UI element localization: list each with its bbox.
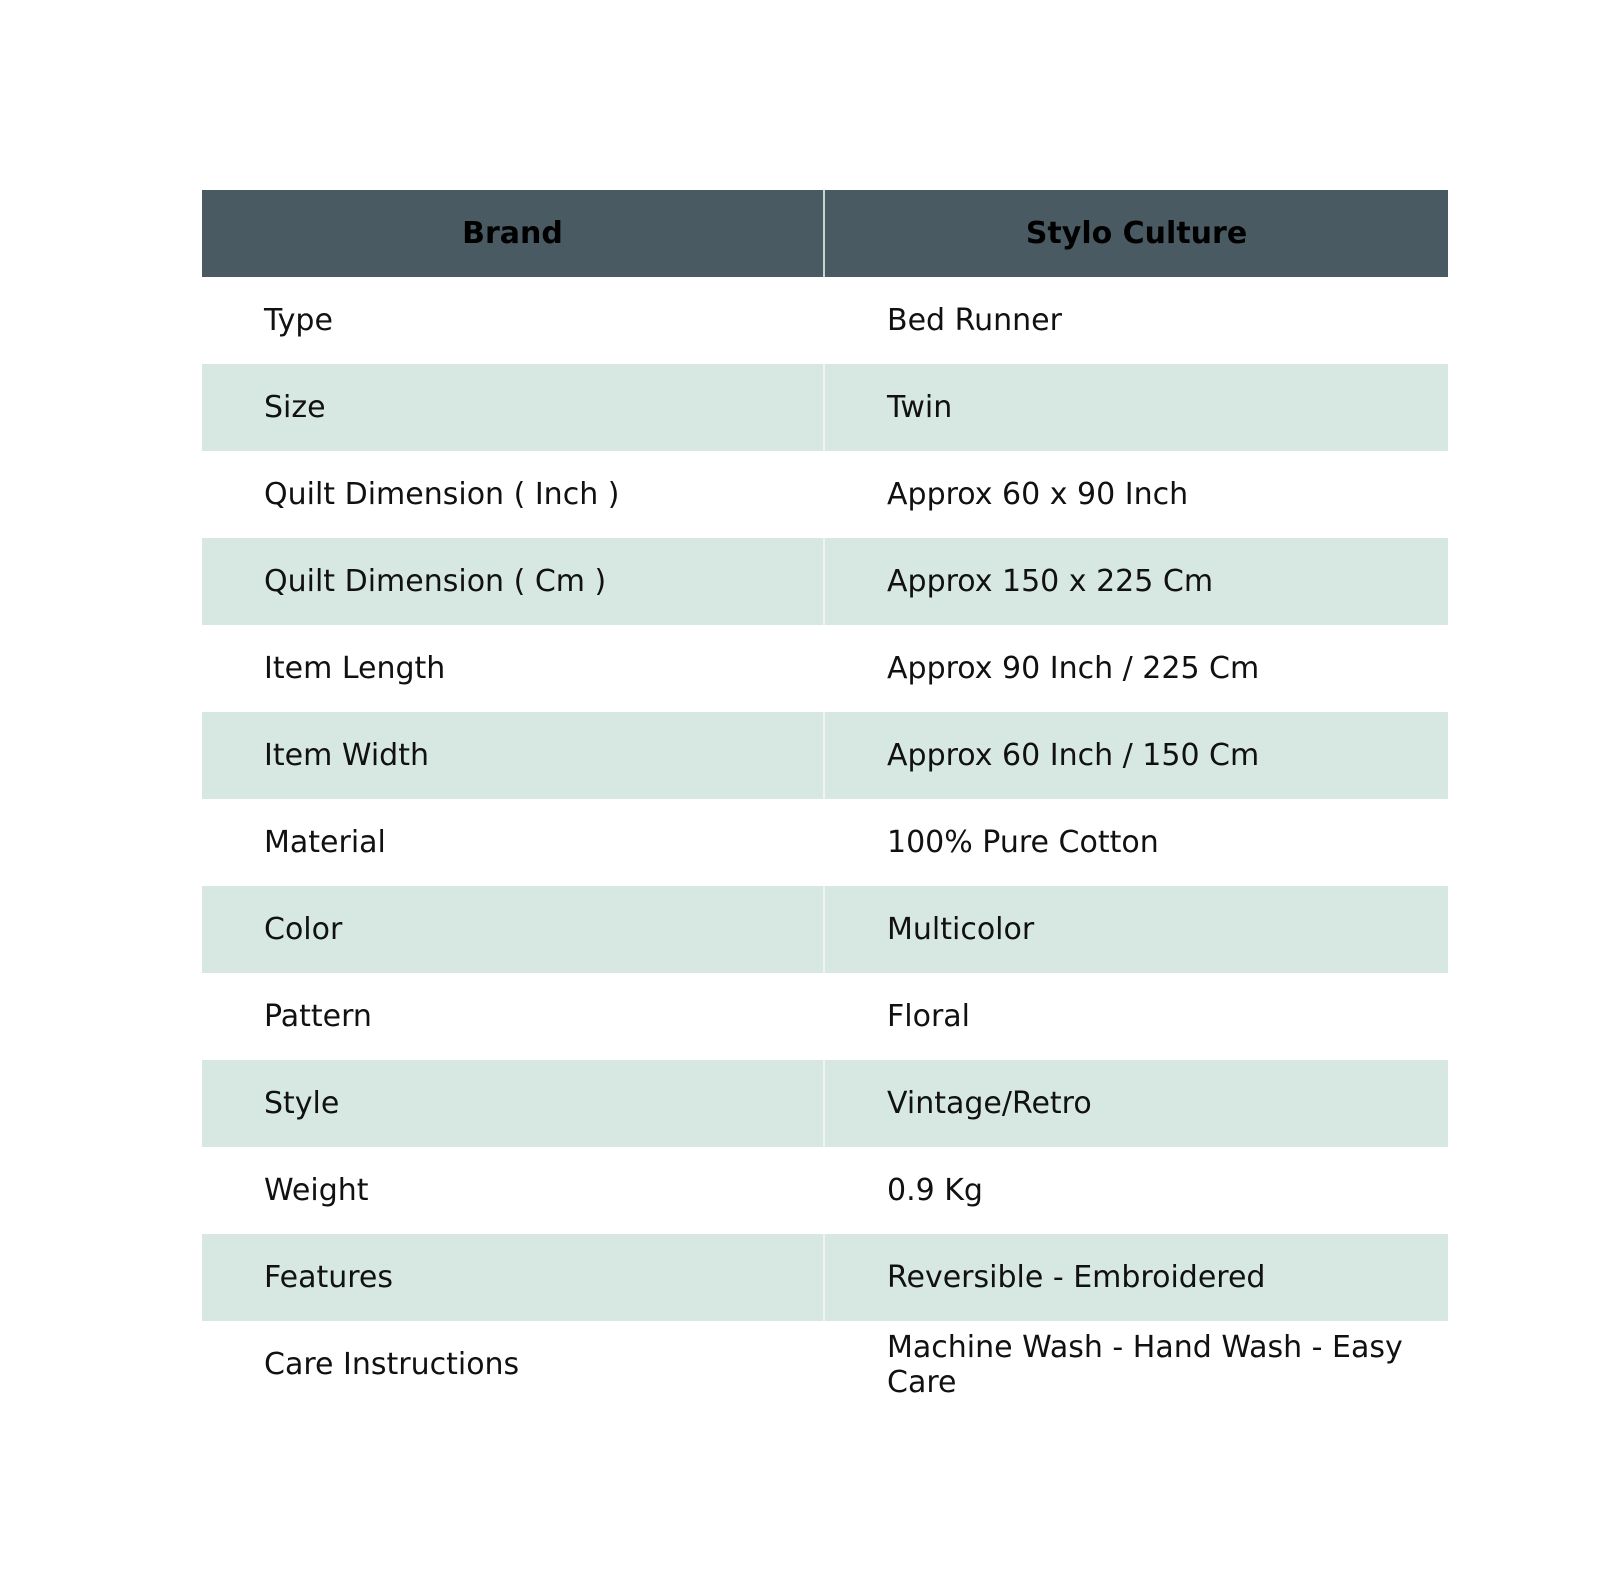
table-row	[202, 973, 1448, 1060]
row-value: Vintage/Retro	[824, 1060, 1448, 1147]
table-row	[202, 1060, 1448, 1147]
table-row	[202, 277, 1448, 364]
table-row	[202, 538, 1448, 625]
row-label: Type	[202, 277, 824, 364]
table-row	[202, 712, 1448, 799]
table-row	[202, 799, 1448, 886]
row-value: Approx 150 x 225 Cm	[824, 538, 1448, 625]
header-brand-value: Stylo Culture	[824, 190, 1448, 277]
row-value: Reversible - Embroidered	[824, 1234, 1448, 1321]
row-label: Size	[202, 364, 824, 451]
table-row	[202, 1147, 1448, 1234]
row-value: Approx 60 x 90 Inch	[887, 477, 1189, 512]
row-label: Pattern	[202, 973, 824, 1060]
row-label: Item Width	[202, 712, 824, 799]
row-label: Style	[202, 1060, 824, 1147]
row-value: Approx 60 Inch / 150 Cm	[824, 712, 1448, 799]
row-value: 100% Pure Cotton	[887, 825, 1159, 860]
table-header	[202, 190, 1448, 277]
row-label: Quilt Dimension ( Cm )	[202, 538, 824, 625]
row-value: 0.9 Kg	[887, 1173, 983, 1208]
row-label: Weight	[202, 1147, 824, 1234]
row-value: Machine Wash - Hand Wash - Easy Care	[887, 1329, 1403, 1400]
table-row	[202, 1234, 1448, 1321]
product-spec-table	[202, 190, 1448, 1408]
row-label: Item Length	[202, 625, 824, 712]
row-value: Twin	[824, 364, 1448, 451]
table-row	[202, 886, 1448, 973]
row-value: Bed Runner	[887, 303, 1062, 338]
header-brand-label: Brand	[202, 190, 824, 277]
row-value: Approx 90 Inch / 225 Cm	[887, 651, 1260, 686]
header-row	[202, 190, 1448, 277]
row-label: Quilt Dimension ( Inch )	[202, 451, 824, 538]
table-row	[202, 625, 1448, 712]
row-value: Floral	[887, 999, 970, 1034]
row-value: Multicolor	[824, 886, 1448, 973]
table-row	[202, 1321, 1448, 1408]
row-label: Features	[202, 1234, 824, 1321]
row-label: Material	[202, 799, 824, 886]
table-body	[202, 277, 1448, 1408]
table-row	[202, 364, 1448, 451]
table-row	[202, 451, 1448, 538]
row-label: Care Instructions	[202, 1321, 824, 1408]
row-label: Color	[202, 886, 824, 973]
